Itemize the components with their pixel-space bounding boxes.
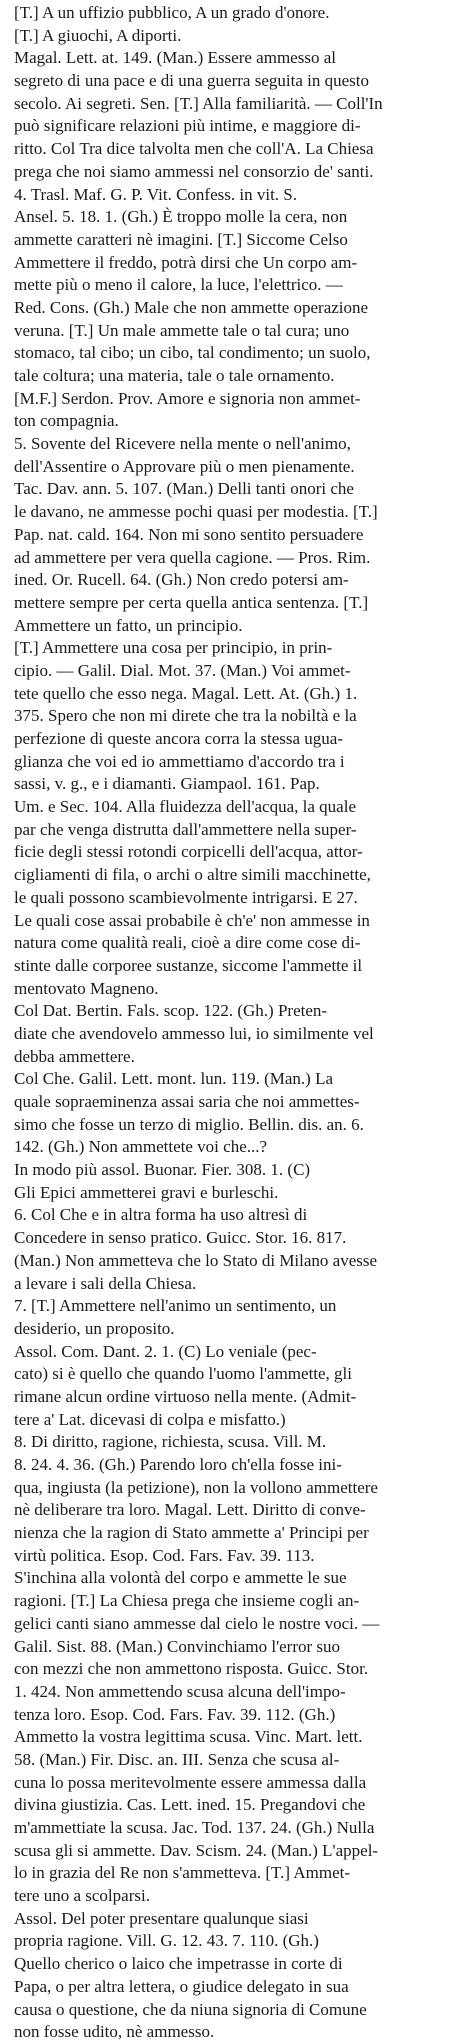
text-line: segreto di una pace e di una guerra seguita in questo — [14, 71, 369, 91]
text-line: Ammetto la vostra legittima scusa. Vinc. Mart. lett. — [14, 1727, 363, 1747]
text-line: [T.] A un uffizio pubblico, A un grado d'onore. — [14, 3, 330, 22]
text-line: Gli Epici ammetterei gravi e burleschi. — [14, 1182, 279, 1202]
text-line: Ammettere un fatto, un principio. — [14, 615, 243, 635]
text-line: Pap. nat. cald. 164. Non mi sono sentito persuadere — [14, 524, 364, 544]
text-line: lo in grazia del Re non s'ammetteva. [T.] Ammet- — [14, 1863, 351, 1883]
text-line: secolo. Ai segreti. Sen. [T.] Alla familiarità. — Coll'In — [14, 93, 383, 113]
text-line: S'inchina alla volontà del corpo e ammette le sue — [14, 1568, 347, 1588]
text-line: ton compagnia. — [14, 411, 119, 431]
text-line: gelici canti siano ammesse dal cielo le nostre voci. — — [14, 1613, 380, 1633]
text-line: Quello cherico o laico che impetrasse in corte di — [14, 1954, 343, 1974]
text-line: 6. Col Che e in altra forma ha uso altresì di — [14, 1205, 308, 1225]
text-line: Col Dat. Bertin. Fals. scop. 122. (Gh.) Preten- — [14, 1001, 328, 1021]
text-line: 1. 424. Non ammettendo scusa alcuna dell'impo- — [14, 1681, 346, 1701]
text-line: Assol. Com. Dant. 2. 1. (C) Lo veniale (pec- — [14, 1341, 317, 1361]
text-line: glianza che voi ed io ammettiamo d'accordo tra i — [14, 751, 345, 771]
text-line: 142. (Gh.) Non ammettete voi che...? — [14, 1137, 268, 1157]
text-line: non fosse udito, nè ammesso. — [14, 2022, 215, 2042]
text-line: (Man.) Non ammetteva che lo Stato di Milano avesse — [14, 1250, 378, 1270]
text-line: ined. Or. Rucell. 64. (Gh.) Non credo potersi am- — [14, 570, 349, 590]
text-line: ficie degli stessi rotondi corpicelli dell'acqua, attor- — [14, 842, 363, 862]
text-line: scusa gli si ammette. Dav. Scism. 24. (Man.) L'appel- — [14, 1840, 379, 1860]
text-line: Concedere in senso pratico. Guicc. Stor. 16. 817. — [14, 1228, 347, 1248]
text-line: causa o questione, che da niuna signoria di Comune — [14, 1999, 367, 2019]
text-line: stinte dalle corporee sustanze, siccome l'ammette il — [14, 955, 363, 975]
text-line: dell'Assentire o Approvare più o men pienamente. — [14, 456, 355, 476]
text-line: mentovato Magneno. — [14, 978, 159, 998]
text-line: tenza loro. Esop. Cod. Fars. Fav. 39. 112. (Gh.) — [14, 1704, 336, 1724]
text-line: diate che avendovelo ammesso lui, io similmente vel — [14, 1023, 374, 1043]
text-line: [T.] A giuochi, A diporti. — [14, 25, 182, 45]
text-line: Assol. Del poter presentare qualunque siasi — [14, 1908, 309, 1928]
text-line: ad ammettere per vera quella cagione. — Pros. Rim. — [14, 547, 371, 567]
text-line: Ansel. 5. 18. 1. (Gh.) È troppo molle la cera, non — [14, 207, 348, 227]
text-line: mette più o meno il calore, la luce, l'elettrico. — — [14, 275, 343, 295]
text-line: nè deliberare tra loro. Magal. Lett. Diritto di conve- — [14, 1500, 366, 1520]
text-line: tete quello che esso nega. Magal. Lett. At. (Gh.) 1. — [14, 683, 358, 703]
text-line: ritto. Col Tra dice talvolta men che coll'A. La Chiesa — [14, 139, 374, 159]
text-line: Tac. Dav. ann. 5. 107. (Man.) Delli tanti onori che — [14, 479, 354, 499]
text-line: Le quali cose assai probabile è ch'e' non ammesse in — [14, 910, 370, 930]
text-line: quale sopraeminenza assai saria che noi ammettes- — [14, 1092, 360, 1111]
text-line: desiderio, un proposito. — [14, 1318, 175, 1338]
text-line: Um. e Sec. 104. Alla fluidezza dell'acqua, la quale — [14, 797, 356, 817]
text-line: le davano, ne ammesse pochi quasi per modestia. [T.] — [14, 502, 378, 522]
text-line: tere a' Lat. dicevasi di colpa e misfatto.) — [14, 1409, 286, 1429]
text-line: può significare relazioni più intime, e maggiore di- — [14, 116, 361, 136]
text-line: [T.] Ammettere una cosa per principio, in prin- — [14, 638, 333, 658]
text-line: 4. Trasl. Maf. G. P. Vit. Confess. in vit. S. — [14, 184, 297, 204]
text-line: prega che noi siamo ammessi nel consorzio de' santi. — [14, 161, 374, 181]
text-line: simo che fosse un terzo di miglio. Bellin. dis. an. 6. — [14, 1114, 364, 1134]
text-line: ammette caratteri nè imagini. [T.] Siccome Celso — [14, 229, 348, 249]
text-line: cipio. — Galil. Dial. Mot. 37. (Man.) Voi ammet- — [14, 660, 351, 680]
text-line: Ammettere il freddo, potrà dirsi che Un corpo am- — [14, 252, 358, 272]
text-line: nienza che la ragion di Stato ammette a' Principi per — [14, 1523, 369, 1543]
text-line: sassi, v. g., e i diamanti. Giampaol. 161. Pap. — [14, 774, 320, 794]
text-line: cuna lo possa meritevolmente essere ammessa dalla — [14, 1772, 367, 1792]
text-line: Magal. Lett. at. 149. (Man.) Essere ammesso al — [14, 48, 336, 68]
text-line: tere uno a scolparsi. — [14, 1886, 150, 1906]
text-line: 375. Spero che non mi direte che tra la nobiltà e la — [14, 706, 357, 726]
text-line: 8. Di diritto, ragione, richiesta, scusa. Vill. M. — [14, 1432, 327, 1452]
text-line: Galil. Sist. 88. (Man.) Convinchiamo l'error suo — [14, 1636, 341, 1656]
text-line: rimane alcun ordine virtuoso nella mente. (Admit- — [14, 1386, 357, 1406]
text-line: Papa, o per altra lettera, o giudice delegato in sua — [14, 1976, 349, 1996]
text-line: 8. 24. 4. 36. (Gh.) Parendo loro ch'ella fosse ini- — [14, 1455, 342, 1474]
text-line: [M.F.] Serdon. Prov. Amore e signoria non ammet- — [14, 388, 361, 408]
text-line: virtù politica. Esop. Cod. Fars. Fav. 39. 113. — [14, 1545, 315, 1565]
text-line: cato) si è quello che quando l'uomo l'ammette, gli — [14, 1364, 353, 1384]
text-line: debba ammettere. — [14, 1046, 135, 1066]
text-line: cigliamenti di fila, o archi o altre simili macchinette, — [14, 865, 371, 885]
text-line: 58. (Man.) Fir. Disc. an. III. Senza che scusa al- — [14, 1749, 340, 1769]
text-line: In modo più assol. Buonar. Fier. 308. 1. (C) — [14, 1160, 311, 1180]
text-line: propria ragione. Vill. G. 12. 43. 7. 110. (Gh.) — [14, 1931, 319, 1951]
text-line: 5. Sovente del Ricevere nella mente o nell'animo, — [14, 434, 351, 454]
text-line: divina giustizia. Cas. Lett. ined. 15. Pregandovi che — [14, 1795, 366, 1815]
text-line: mettere sempre per certa quella antica sentenza. [T.] — [14, 592, 369, 612]
text-column — [14, 2, 460, 2044]
text-line: perfezione di queste ancora corra la stessa ugua- — [14, 729, 343, 748]
text-line: natura come qualità reali, cioè a dire come cose di- — [14, 933, 361, 953]
text-line: qua, ingiusta (la petizione), non la vollono ammettere — [14, 1477, 378, 1497]
text-line: Red. Cons. (Gh.) Male che non ammette operazione — [14, 297, 369, 317]
text-line: Col Che. Galil. Lett. mont. lun. 119. (Man.) La — [14, 1069, 334, 1089]
text-line: ragioni. [T.] La Chiesa prega che insieme cogli an- — [14, 1591, 360, 1611]
text-line: veruna. [T.] Un male ammette tale o tal cura; uno — [14, 320, 350, 340]
text-line: a levare i sali della Chiesa. — [14, 1273, 197, 1293]
text-line: m'ammettiate la scusa. Jac. Tod. 137. 24. (Gh.) Nulla — [14, 1818, 375, 1837]
text-line: le quali possono scambievolmente intrigarsi. E 27. — [14, 887, 358, 907]
text-line: tale coltura; una materia, tale o tale ornamento. — [14, 366, 335, 385]
text-line: con mezzi che non ammettono risposta. Guicc. Stor. — [14, 1659, 369, 1679]
text-line: stomaco, tal cibo; un cibo, tal condimento; un suolo, — [14, 343, 371, 363]
text-line: 7. [T.] Ammettere nell'animo un sentimento, un — [14, 1296, 337, 1316]
text-line: par che venga distrutta dall'ammettere nella super- — [14, 819, 357, 839]
